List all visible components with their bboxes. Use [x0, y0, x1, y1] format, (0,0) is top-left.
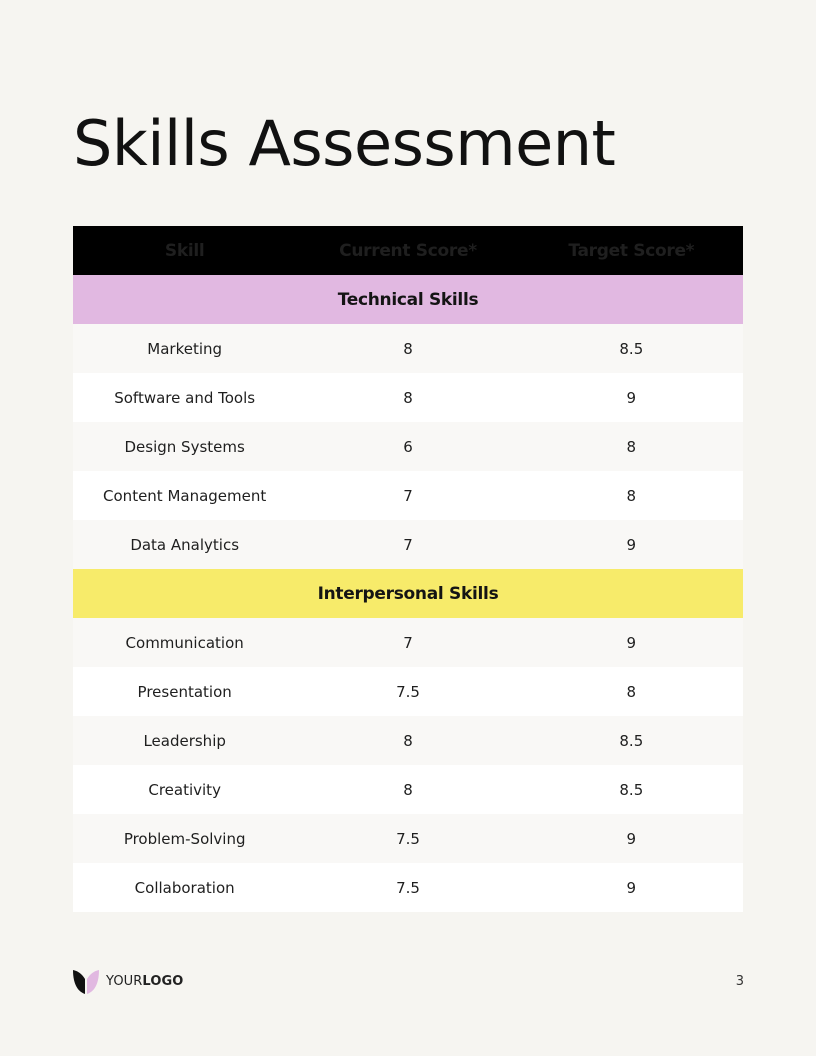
- table-row: [73, 618, 743, 667]
- skill-cell: Data Analytics: [130, 535, 240, 554]
- table-row: [73, 765, 743, 814]
- logo-text-light: YOUR: [106, 973, 143, 989]
- table-row: [73, 422, 743, 471]
- table-row: [73, 520, 743, 569]
- header-current-score: Current Score*: [339, 240, 477, 261]
- current-score-cell: 8: [403, 388, 413, 407]
- current-score-cell: 6: [403, 437, 413, 456]
- target-score-cell: 9: [626, 388, 637, 407]
- header-target-score: Target Score*: [568, 240, 695, 261]
- table-row: [73, 716, 743, 765]
- table-row: [73, 667, 743, 716]
- table-row: [73, 471, 743, 520]
- skill-cell: Marketing: [147, 339, 223, 358]
- current-score-cell: 7: [403, 535, 413, 554]
- logo-text: [106, 974, 183, 989]
- skill-cell: Creativity: [148, 780, 221, 799]
- footer-logo: [72, 966, 183, 996]
- current-score-cell: 8: [403, 339, 413, 358]
- table-header-row: [73, 226, 743, 275]
- skill-cell: Software and Tools: [114, 388, 256, 407]
- skills-table: [73, 226, 743, 912]
- current-score-cell: 8: [403, 731, 413, 750]
- section-header: Interpersonal Skills: [73, 569, 743, 618]
- target-score-cell: 8.5: [619, 731, 644, 750]
- skill-cell: Collaboration: [134, 878, 235, 897]
- target-score-cell: 8: [626, 437, 637, 456]
- skill-cell: Communication: [125, 633, 244, 652]
- target-score-cell: 8.5: [619, 780, 644, 799]
- skill-cell: Leadership: [143, 731, 226, 750]
- target-score-cell: 8.5: [619, 339, 644, 358]
- page-title: Skills Assessment: [73, 107, 616, 180]
- skill-cell: Design Systems: [124, 437, 245, 456]
- current-score-cell: 7: [403, 486, 413, 505]
- skill-cell: Presentation: [137, 682, 232, 701]
- target-score-cell: 8: [626, 486, 637, 505]
- target-score-cell: 9: [626, 829, 637, 848]
- skill-cell: Content Management: [103, 486, 267, 505]
- table-row: [73, 863, 743, 912]
- table-row: [73, 324, 743, 373]
- leaf-logo-icon: [72, 967, 100, 995]
- section-header: Technical Skills: [73, 275, 743, 324]
- logo-text-bold: LOGO: [142, 973, 184, 989]
- target-score-cell: 9: [626, 878, 637, 897]
- table-row: [73, 814, 743, 863]
- current-score-cell: 8: [403, 780, 413, 799]
- skill-cell: Problem-Solving: [123, 829, 246, 848]
- table-row: [73, 373, 743, 422]
- page-number: 3: [735, 974, 744, 989]
- target-score-cell: 9: [626, 535, 637, 554]
- target-score-cell: 8: [626, 682, 637, 701]
- current-score-cell: 7.5: [396, 878, 420, 897]
- current-score-cell: 7: [403, 633, 413, 652]
- current-score-cell: 7.5: [396, 829, 420, 848]
- table-body: [73, 275, 743, 912]
- current-score-cell: 7.5: [396, 682, 420, 701]
- target-score-cell: 9: [626, 633, 637, 652]
- header-skill: Skill: [164, 240, 205, 261]
